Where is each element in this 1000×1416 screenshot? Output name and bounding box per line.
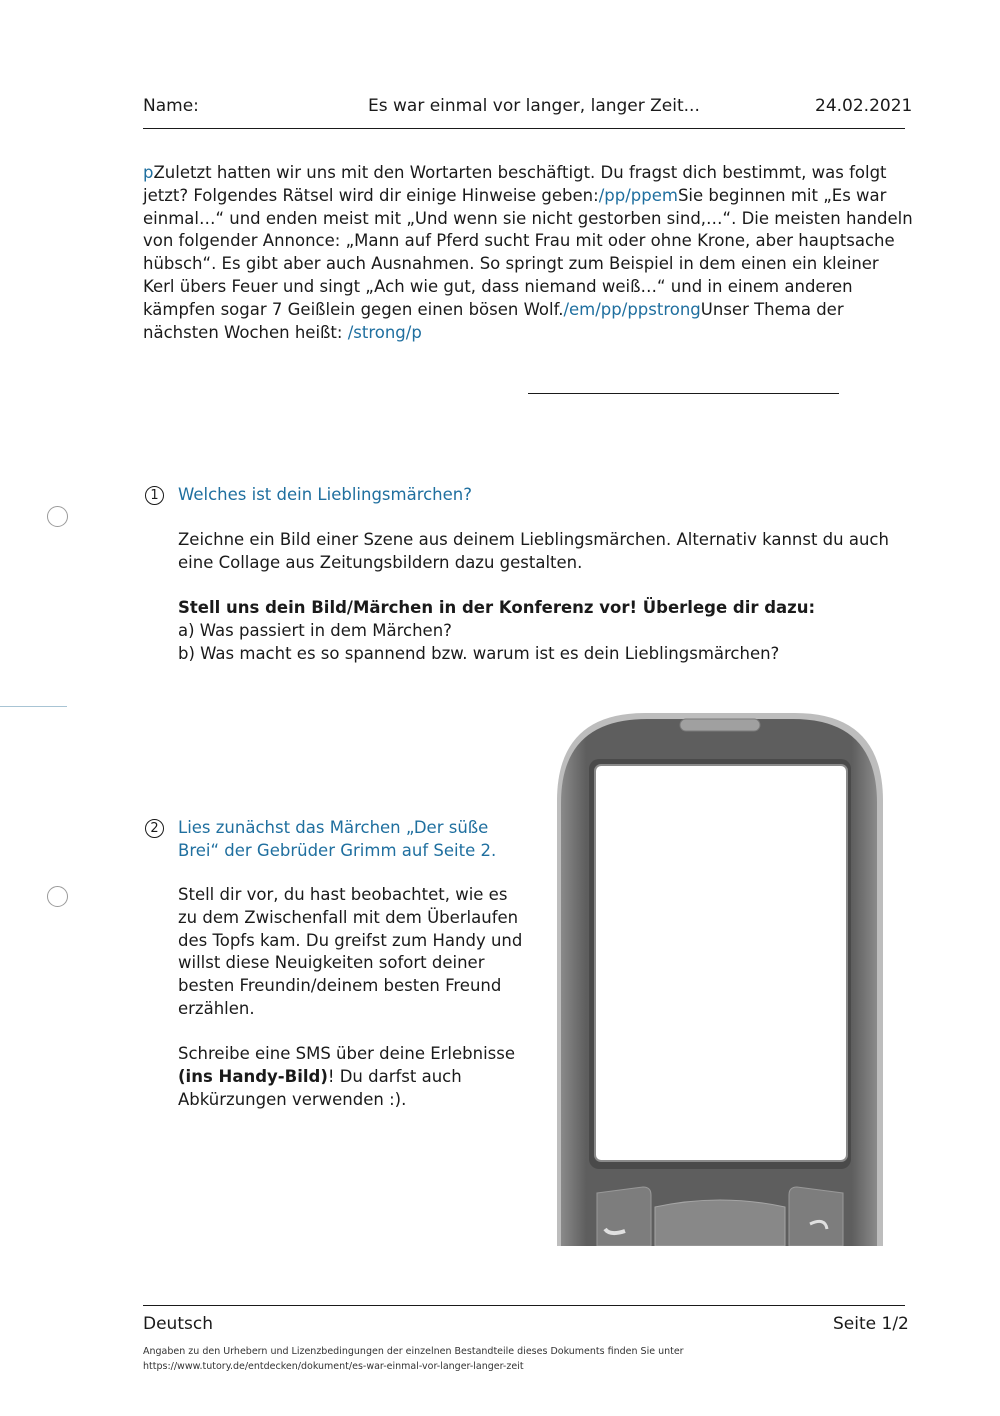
header-rule (143, 128, 905, 129)
task2-title: Lies zunächst das Märchen „Der süße Brei“ der Gebrüder Grimm auf Seite 2. (178, 818, 497, 860)
footer-credits-text: Angaben zu den Urhebern und Lizenzbedingungen der einzelnen Bestandteile dieses Dokuments finden Sie unter (143, 1346, 684, 1357)
markup-fragment: /strong/p (347, 322, 422, 342)
intro-text-3: Unser Thema der nächsten Wochen heißt: (143, 299, 844, 342)
task1-title: Welches ist dein Lieblingsmärchen? (178, 485, 473, 504)
task1-question-a: a) Was passiert in dem Märchen? (178, 621, 452, 640)
document-date: 24.02.2021 (815, 96, 913, 116)
task1-bold-instruction: Stell uns dein Bild/Märchen in der Konferenz vor! Überlege dir dazu: (178, 598, 816, 617)
sms-text-pre: Schreibe eine SMS über deine Erlebnisse (178, 1044, 516, 1063)
footer-credits-link[interactable]: https://www.tutory.de/entdecken/dokument/es-war-einmal-vor-langer-langer-zeit (143, 1361, 524, 1372)
task1-question-b: b) Was macht es so spannend bzw. warum ist es dein Lieblingsmärchen? (178, 644, 780, 663)
footer-page-number: Seite 1/2 (833, 1314, 909, 1334)
sms-text-post: ! Du darfst auch Abkürzungen verwenden :). (178, 1066, 462, 1109)
answer-line[interactable] (528, 393, 839, 394)
phone-icon (555, 711, 885, 1246)
document-title: Es war einmal vor langer, langer Zeit... (368, 96, 700, 116)
name-label: Name: (143, 96, 199, 116)
task1-instruction: Zeichne ein Bild einer Szene aus deinem Lieblingsmärchen. Alternativ kannst du auch eine Collage aus Zeitungsbildern dazu gestalten. (178, 530, 889, 572)
markup-fragment: /pp/ppem (598, 185, 678, 205)
fold-mark (0, 706, 67, 707)
task2-instruction: Stell dir vor, du hast beobachtet, wie es zu dem Zwischenfall mit dem Überlaufen des Topfs kam. Du greifst zum Handy und willst diese Neuigkeiten sofort deiner besten Freundin/deinem besten Freund erzählen. (178, 885, 523, 1018)
circle-checkbox-icon[interactable] (47, 506, 68, 527)
task-number-2: 2 (145, 819, 164, 838)
markup-fragment: p (143, 163, 154, 182)
intro-paragraph (143, 162, 913, 344)
task-number-1: 1 (145, 486, 164, 505)
task2-sms-instruction (178, 1043, 523, 1111)
footer-subject: Deutsch (143, 1314, 213, 1334)
sms-text-bold: (ins Handy-Bild) (178, 1066, 328, 1086)
footer-rule (143, 1305, 905, 1306)
markup-fragment: /em/pp/ppstrong (563, 299, 701, 319)
intro-text-2: Sie beginnen mit „Es war einmal…“ und enden meist mit „Und wenn sie nicht gestorben sind,…“. Die meisten handeln von folgender Annonce: „Mann auf Pferd sucht Frau mit oder ohne Krone, aber hauptsache hübsch“. Es gibt aber auch Ausnahmen. So springt zum Beispiel in dem einen ein kleiner Kerl übers Feuer und singt „Ach wie gut, dass niemand weiß…“ und in einem anderen kämpfen sogar 7 Geißlein gegen einen bösen Wolf. (143, 185, 913, 319)
intro-text-1: Zuletzt hatten wir uns mit den Wortarten beschäftigt. Du fragst dich bestimmt, was folgt jetzt? Folgendes Rätsel wird dir einige Hinweise geben: (143, 163, 887, 205)
circle-checkbox-icon[interactable] (47, 886, 68, 907)
